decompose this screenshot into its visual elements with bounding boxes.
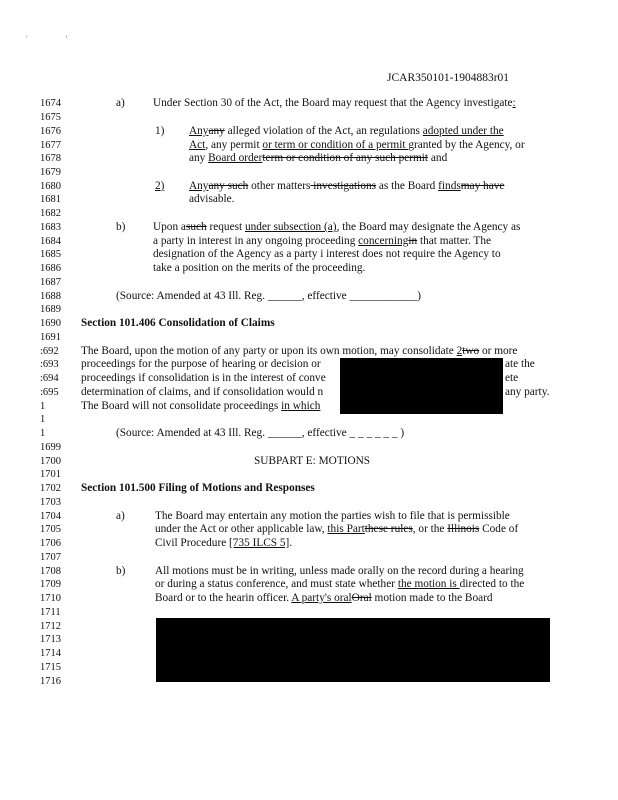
subsection-label: a): [116, 97, 125, 109]
paragraph-line: a party in interest in any ongoing proceeding concerningin that matter. The: [153, 235, 491, 247]
paragraph-line-fragment: any party.: [505, 386, 550, 398]
paragraph-line: The Board may entertain any motion the parties wish to file that is permissible: [155, 510, 510, 522]
line-number: 1681: [40, 194, 61, 205]
paragraph-line: Board or to the hearin officer. A party's oralOral motion made to the Board: [155, 592, 493, 604]
paragraph-line: The Board will not consolidate proceedings in which: [81, 400, 321, 412]
paragraph-line: Act, any permit or term or condition of a permit granted by the Agency, or: [189, 139, 525, 151]
line-number: 1686: [40, 263, 61, 274]
line-number: 1691: [40, 332, 61, 343]
paragraph-line: determination of claims, and if consolidation would n: [81, 386, 324, 398]
subpart-heading: SUBPART E: MOTIONS: [254, 455, 371, 467]
paragraph-line-fragment: ete: [505, 372, 519, 384]
line-number: :694: [40, 373, 59, 384]
subsection-label: b): [116, 565, 126, 577]
paragraph-line: or during a status conference, and must state whether the motion is directed to the: [155, 578, 525, 590]
line-number: 1708: [40, 566, 61, 577]
line-number: 1690: [40, 318, 61, 329]
subsection-label: b): [116, 221, 126, 233]
line-number: 1688: [40, 291, 61, 302]
paragraph-line: All motions must be in writing, unless made orally on the record during a hearing: [155, 565, 524, 577]
line-number: 1703: [40, 497, 61, 508]
scan-corner-marks: ' ': [26, 34, 86, 44]
paragraph-line: advisable.: [189, 193, 235, 205]
line-number: 1: [40, 414, 46, 425]
line-number: 1677: [40, 140, 61, 151]
line-number: 1682: [40, 208, 61, 219]
line-number: :692: [40, 346, 59, 357]
paragraph-line: The Board, upon the motion of any party or upon its own motion, may consolidate 2two or more: [81, 345, 518, 357]
line-number: 1684: [40, 236, 61, 247]
document-id: JCAR350101-1904883r01: [387, 72, 510, 84]
line-number: 1710: [40, 593, 61, 604]
paragraph-line: take a position on the merits of the proceeding.: [153, 262, 366, 274]
redaction-2: [156, 618, 550, 682]
line-number: 1675: [40, 112, 61, 123]
item-label: 2): [155, 180, 165, 192]
paragraph-line: Anyany such other matters investigations as the Board findsmay have: [189, 180, 505, 192]
line-number: 1683: [40, 222, 61, 233]
line-number: 1689: [40, 304, 61, 315]
line-number: 1678: [40, 153, 61, 164]
line-number: 1714: [40, 648, 61, 659]
source-note: (Source: Amended at 43 Ill. Reg. ______, effective _ _ _ _ _ _ ): [116, 427, 405, 439]
line-number: 1705: [40, 524, 61, 535]
line-number: 1679: [40, 167, 61, 178]
line-number: 1713: [40, 634, 61, 645]
line-number: 1700: [40, 456, 61, 467]
line-number: 1701: [40, 469, 61, 480]
line-number: 1676: [40, 126, 61, 137]
section-heading: Section 101.500 Filing of Motions and Responses: [81, 482, 315, 494]
paragraph-line: Civil Procedure [735 ILCS 5].: [155, 537, 293, 549]
line-number: 1711: [40, 607, 61, 618]
line-number: 1: [40, 428, 46, 439]
line-number: 1674: [40, 98, 61, 109]
line-number: 1680: [40, 181, 61, 192]
paragraph-line: proceedings for the purpose of hearing or decision or: [81, 358, 321, 370]
line-number: 1687: [40, 277, 61, 288]
line-number: :693: [40, 359, 59, 370]
line-number: 1704: [40, 511, 61, 522]
line-number: 1712: [40, 621, 61, 632]
line-number: 1716: [40, 676, 61, 687]
line-number: 1702: [40, 483, 61, 494]
paragraph-line: designation of the Agency as a party i interest does not require the Agency to: [153, 248, 501, 260]
line-number: 1699: [40, 442, 61, 453]
paragraph-line: under the Act or other applicable law, this Partthese rules, or the Illinois Code of: [155, 523, 519, 535]
paragraph-line-fragment: ate the: [505, 358, 535, 370]
paragraph-line: Under Section 30 of the Act, the Board may request that the Agency investigate:: [153, 97, 516, 109]
source-note: (Source: Amended at 43 Ill. Reg. ______, effective ____________): [116, 290, 422, 302]
paragraph-line: proceedings if consolidation is in the interest of conve: [81, 372, 326, 384]
paragraph-line: Upon asuch request under subsection (a), the Board may designate the Agency as: [153, 221, 521, 233]
subsection-label: a): [116, 510, 125, 522]
line-number: 1709: [40, 579, 61, 590]
section-heading: Section 101.406 Consolidation of Claims: [81, 317, 275, 329]
item-label: 1): [155, 125, 165, 137]
line-number: 1715: [40, 662, 61, 673]
redaction-1: [340, 358, 503, 414]
line-number: 1: [40, 401, 46, 412]
paragraph-line: any Board orderterm or condition of any such permit and: [189, 152, 448, 164]
paragraph-line: Anyany alleged violation of the Act, an regulations adopted under the: [189, 125, 504, 137]
line-number: 1706: [40, 538, 61, 549]
line-number: 1707: [40, 552, 61, 563]
line-number: :695: [40, 387, 59, 398]
line-number: 1685: [40, 249, 61, 260]
